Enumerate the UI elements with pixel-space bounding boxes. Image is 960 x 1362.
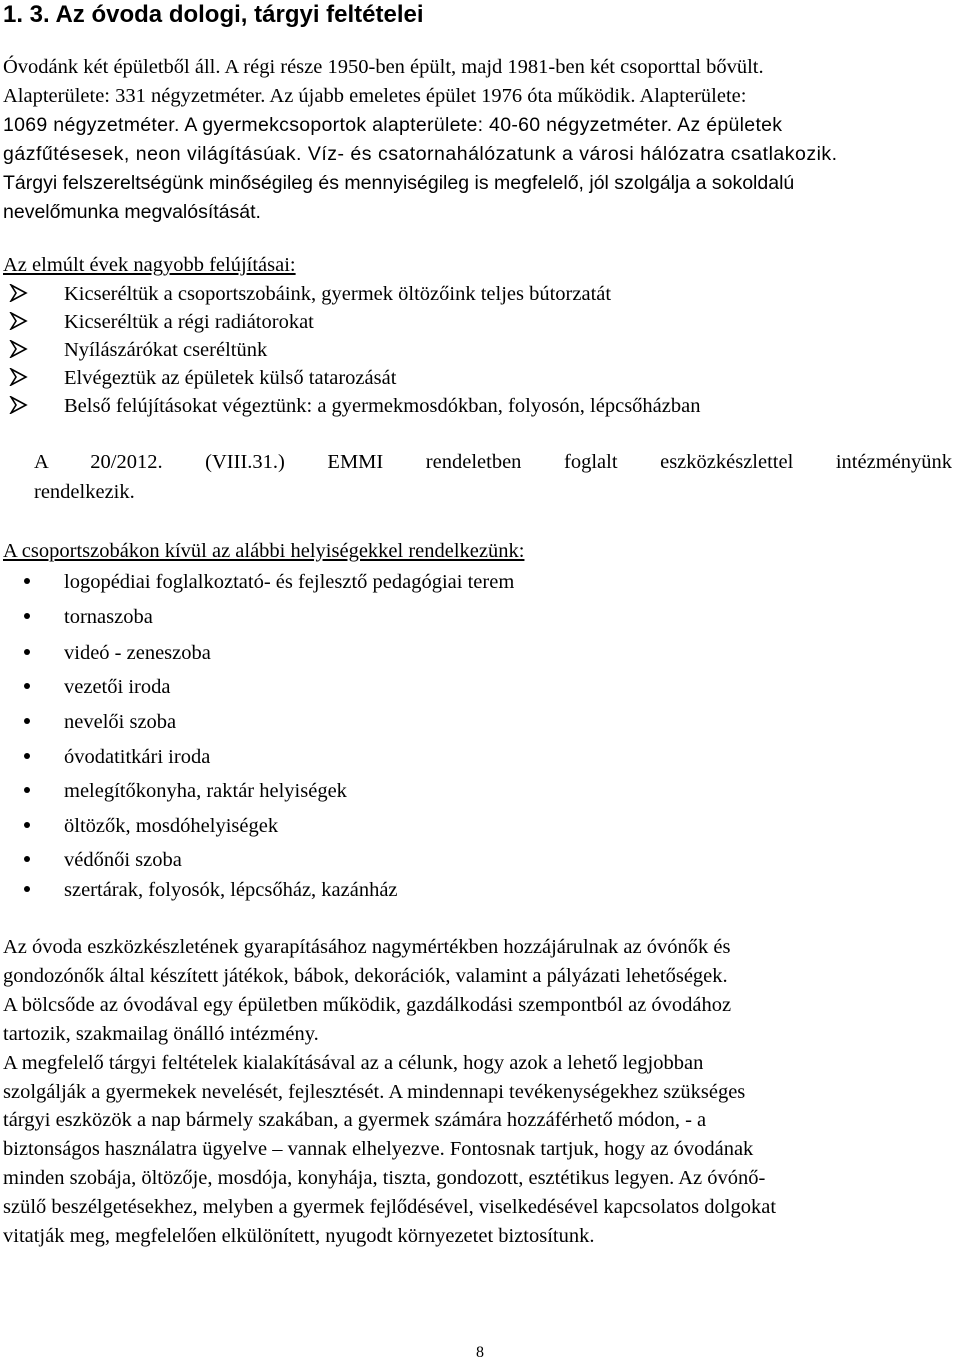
arrowhead-bullet-icon xyxy=(8,336,32,358)
renovation-item-text: Elvégeztük az épületek külső tatarozását xyxy=(64,367,397,389)
intro-line: gázfűtésesek, neon világításúak. Víz- és csatornahálózatunk a városi hálózatra csatlakozik. xyxy=(3,143,838,165)
decree-line: rendelkezik. xyxy=(34,481,135,503)
room-item-text: tornaszoba xyxy=(64,606,153,628)
renovation-item-text: Kicseréltük a csoportszobáink, gyermek öltözőink teljes bútorzatát xyxy=(64,283,612,305)
room-item-text: szertárak, folyosók, lépcsőház, kazánház xyxy=(64,879,398,901)
renovation-item-text: Kicseréltük a régi radiátorokat xyxy=(64,311,314,333)
arrowhead-bullet-icon xyxy=(8,280,32,302)
room-item-text: melegítőkonyha, raktár helyiségek xyxy=(64,780,347,802)
bullet-dot-icon xyxy=(8,602,32,619)
rooms-title: A csoportszobákon kívül az alábbi helyiségekkel rendelkezünk: xyxy=(3,540,525,562)
closing-line: gondozónők által készített játékok, bábok, dekorációk, valamint a pályázati lehetőségek. xyxy=(3,964,728,987)
bullet-dot-icon xyxy=(8,742,32,759)
intro-line: Tárgyi felszereltségünk minőségileg és mennyiségileg is megfelelő, jól szolgálja a sokoldalú xyxy=(3,172,795,194)
page-number: 8 xyxy=(476,1344,484,1361)
closing-paragraphs xyxy=(3,933,955,1251)
closing-line: A bölcsőde az óvodával egy épületben működik, gazdálkodási szempontból az óvodához xyxy=(3,993,732,1016)
intro-line: nevelőmunka megvalósítását. xyxy=(3,201,261,223)
closing-line: tartozik, szakmailag önálló intézmény. xyxy=(3,1022,319,1045)
closing-line: biztonságos használatra ügyelve – vannak elhelyezve. Fontosnak tartjuk, hogy az óvodának xyxy=(3,1138,754,1161)
room-item-text: öltözők, mosdóhelyiségek xyxy=(64,815,279,837)
closing-line: vitatják meg, megfelelően elkülönített, nyugodt környezetet biztosítunk. xyxy=(3,1225,595,1248)
closing-line: tárgyi eszközök a nap bármely szakában, a gyermek számára hozzáférhető módon, - a xyxy=(3,1109,707,1132)
bullet-dot-icon xyxy=(8,776,32,793)
intro-line: 1069 négyzetméter. A gyermekcsoportok alapterülete: 40-60 négyzetméter. Az épületek xyxy=(3,114,783,136)
room-item-text: óvodatitkári iroda xyxy=(64,746,211,768)
renovations-title: Az elmúlt évek nagyobb felújításai: xyxy=(3,254,296,276)
room-item-text: nevelői szoba xyxy=(64,711,177,733)
decree-line: A 20/2012. (VIII.31.) EMMI rendeletben foglalt eszközkészlettel intézményünk xyxy=(34,451,952,473)
bullet-dot-icon xyxy=(8,845,32,862)
bullet-dot-icon xyxy=(8,567,32,584)
closing-line: szülő beszélgetésekhez, melyben a gyermek fejlődésével, viselkedésével kapcsolatos dolgokat xyxy=(3,1196,777,1219)
arrowhead-bullet-icon xyxy=(8,308,32,330)
room-item-text: logopédiai foglalkoztató- és fejlesztő pedagógiai terem xyxy=(64,571,515,593)
bullet-dot-icon xyxy=(8,875,32,892)
intro-line: Óvodánk két épületből áll. A régi része 1950-ben épült, majd 1981-ben két csoporttal bővült. xyxy=(3,56,764,78)
renovation-item-text: Belső felújításokat végeztünk: a gyermekmosdókban, folyosón, lépcsőházban xyxy=(64,395,701,417)
arrowhead-bullet-icon xyxy=(8,364,32,386)
renovation-item-text: Nyílászárókat cseréltünk xyxy=(64,339,268,361)
bullet-dot-icon xyxy=(8,811,32,828)
room-item-text: videó - zeneszoba xyxy=(64,642,211,664)
closing-line: Az óvoda eszközkészletének gyarapításához nagymértékben hozzájárulnak az óvónők és xyxy=(3,936,731,958)
room-item-text: védőnői szoba xyxy=(64,849,182,871)
intro-paragraph xyxy=(3,53,955,227)
bullet-dot-icon xyxy=(8,638,32,655)
decree-paragraph xyxy=(34,447,952,507)
room-item-text: vezetői iroda xyxy=(64,676,171,698)
closing-line: szolgálják a gyermekek nevelését, fejlesztését. A mindennapi tevékenységekhez szükséges xyxy=(3,1080,746,1103)
intro-line: Alapterülete: 331 négyzetméter. Az újabb emeletes épület 1976 óta működik. Alapterülete: xyxy=(3,85,747,107)
closing-line: minden szobája, öltözője, mosdója, konyhája, tiszta, gondozott, esztétikus legyen. Az óvónő- xyxy=(3,1167,766,1190)
arrowhead-bullet-icon xyxy=(8,392,32,414)
bullet-dot-icon xyxy=(8,672,32,689)
closing-line: A megfelelő tárgyi feltételek kialakításával az a célunk, hogy azok a lehető legjobban xyxy=(3,1051,704,1074)
section-heading: 1. 3. Az óvoda dologi, tárgyi feltételei xyxy=(3,1,424,28)
bullet-dot-icon xyxy=(8,707,32,724)
